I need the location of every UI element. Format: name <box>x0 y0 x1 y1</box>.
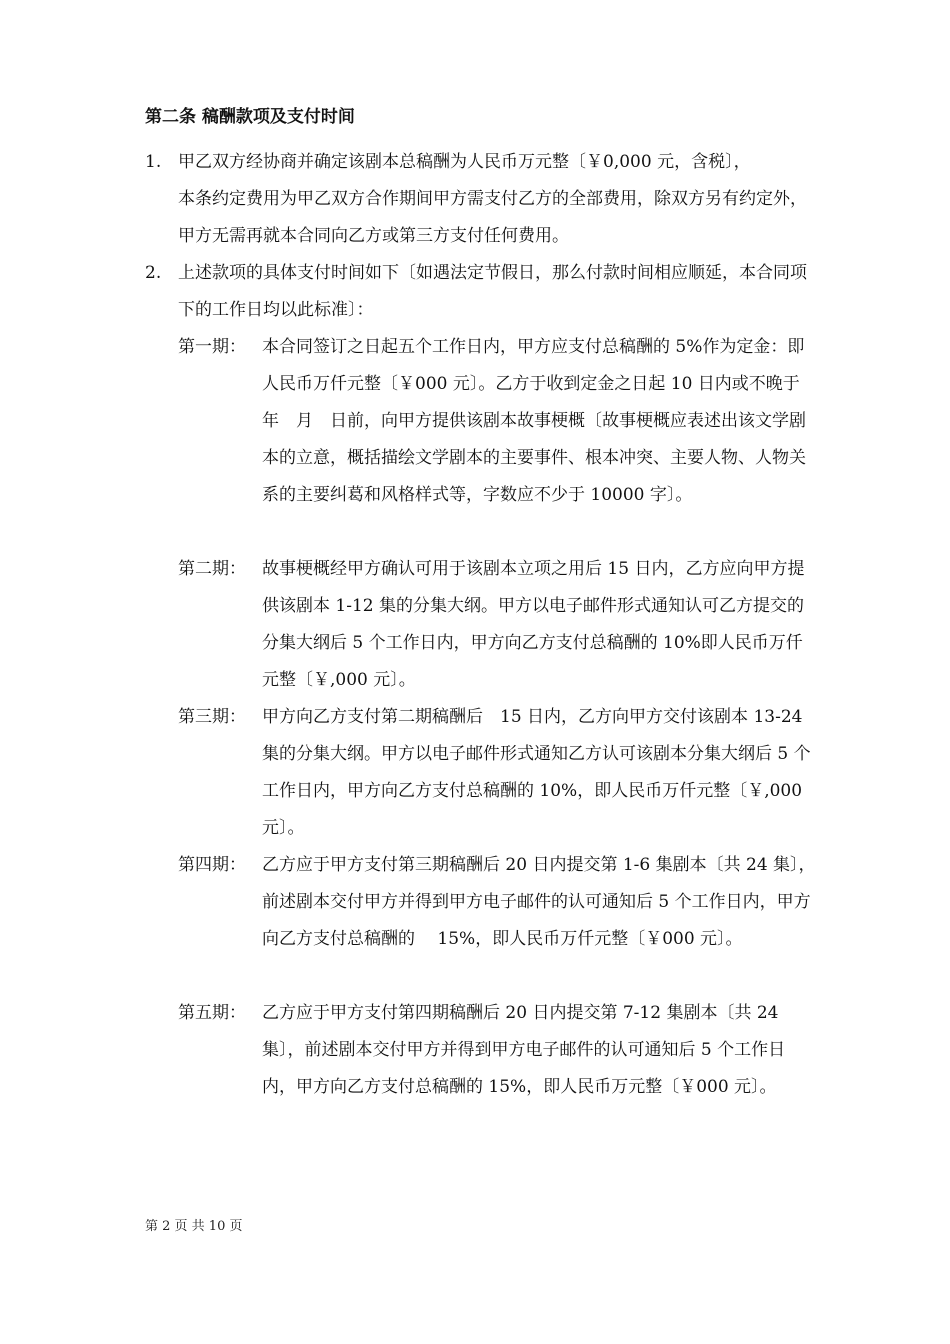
page-footer: 第 2 页 共 10 页 <box>145 1219 243 1234</box>
phase-label: 第三期： <box>178 707 246 727</box>
payment-phase-3 <box>178 699 818 847</box>
clause-continuation: 本条约定费用为甲乙双方合作期间甲方需支付乙方的全部费用，除双方另有约定外，甲方无需再就本合同向乙方或第三方支付任何费用。 <box>178 189 807 246</box>
phase-label: 第五期： <box>178 1003 246 1023</box>
clause-item-2 <box>145 255 815 329</box>
phase-text: 甲方向乙方支付第二期稿酬后 15 日内，乙方向甲方交付该剧本 13-24 集的分集大纲。甲方以电子邮件形式通知乙方认可该剧本分集大纲后 5 个工作日内，甲方向乙方支付总稿酬的 10%，即人民币万仟元整〔￥,000 元〕。 <box>262 707 811 838</box>
payment-phase-1 <box>178 329 834 514</box>
payment-phase-4 <box>178 847 818 958</box>
phase-text: 乙方应于甲方支付第四期稿酬后 20 日内提交第 7-12 集剧本〔共 24 集〕，前述剧本交付甲方并得到甲方电子邮件的认可通知后 5 个工作日内，甲方向乙方支付总稿酬的 15%，即人民币万元整〔￥000 元〕。 <box>262 1003 786 1097</box>
section-heading: 第二条 稿酬款项及支付时间 <box>145 107 355 127</box>
clause-item-1 <box>145 144 815 255</box>
clause-number: 1. <box>145 152 162 172</box>
clause-first-line: 甲乙双方经协商并确定该剧本总稿酬为人民币万元整〔￥0,000 元，含税〕， <box>178 152 751 172</box>
clause-text: 上述款项的具体支付时间如下〔如遇法定节假日，那么付款时间相应顺延，本合同项下的工作日均以此标准〕： <box>178 263 807 320</box>
phase-text: 故事梗概经甲方确认可用于该剧本立项之用后 15 日内，乙方应向甲方提供该剧本 1-12 集的分集大纲。甲方以电子邮件形式通知认可乙方提交的分集大纲后 5 个工作日内，甲方向乙方支付总稿酬的 10%即人民币万仟元整〔￥,000 元〕。 <box>262 559 805 690</box>
phase-text: 本合同签订之日起五个工作日内，甲方应支付总稿酬的 5%作为定金：即人民币万仟元整〔￥000 元〕。乙方于收到定金之日起 10 日内或不晚于 年 月 日前，向甲方提供该剧本故事梗概〔故事梗概应表述出该文学剧本的立意，概括描绘文学剧本的主要事件、根本冲突、主要人物、人物关系的主要纠葛和风格样式等，字数应不少于 10000 字〕。 <box>262 337 834 505</box>
payment-phase-5 <box>178 995 818 1106</box>
phase-label: 第二期： <box>178 559 246 579</box>
phase-label: 第一期： <box>178 337 246 357</box>
payment-phase-2 <box>178 551 818 699</box>
phase-label: 第四期： <box>178 855 246 875</box>
phase-text: 乙方应于甲方支付第三期稿酬后 20 日内提交第 1-6 集剧本〔共 24 集〕，前述剧本交付甲方并得到甲方电子邮件的认可通知后 5 个工作日内，甲方向乙方支付总稿酬的 15%，即人民币万仟元整〔￥000 元〕。 <box>262 855 816 949</box>
clause-number: 2. <box>145 263 162 283</box>
